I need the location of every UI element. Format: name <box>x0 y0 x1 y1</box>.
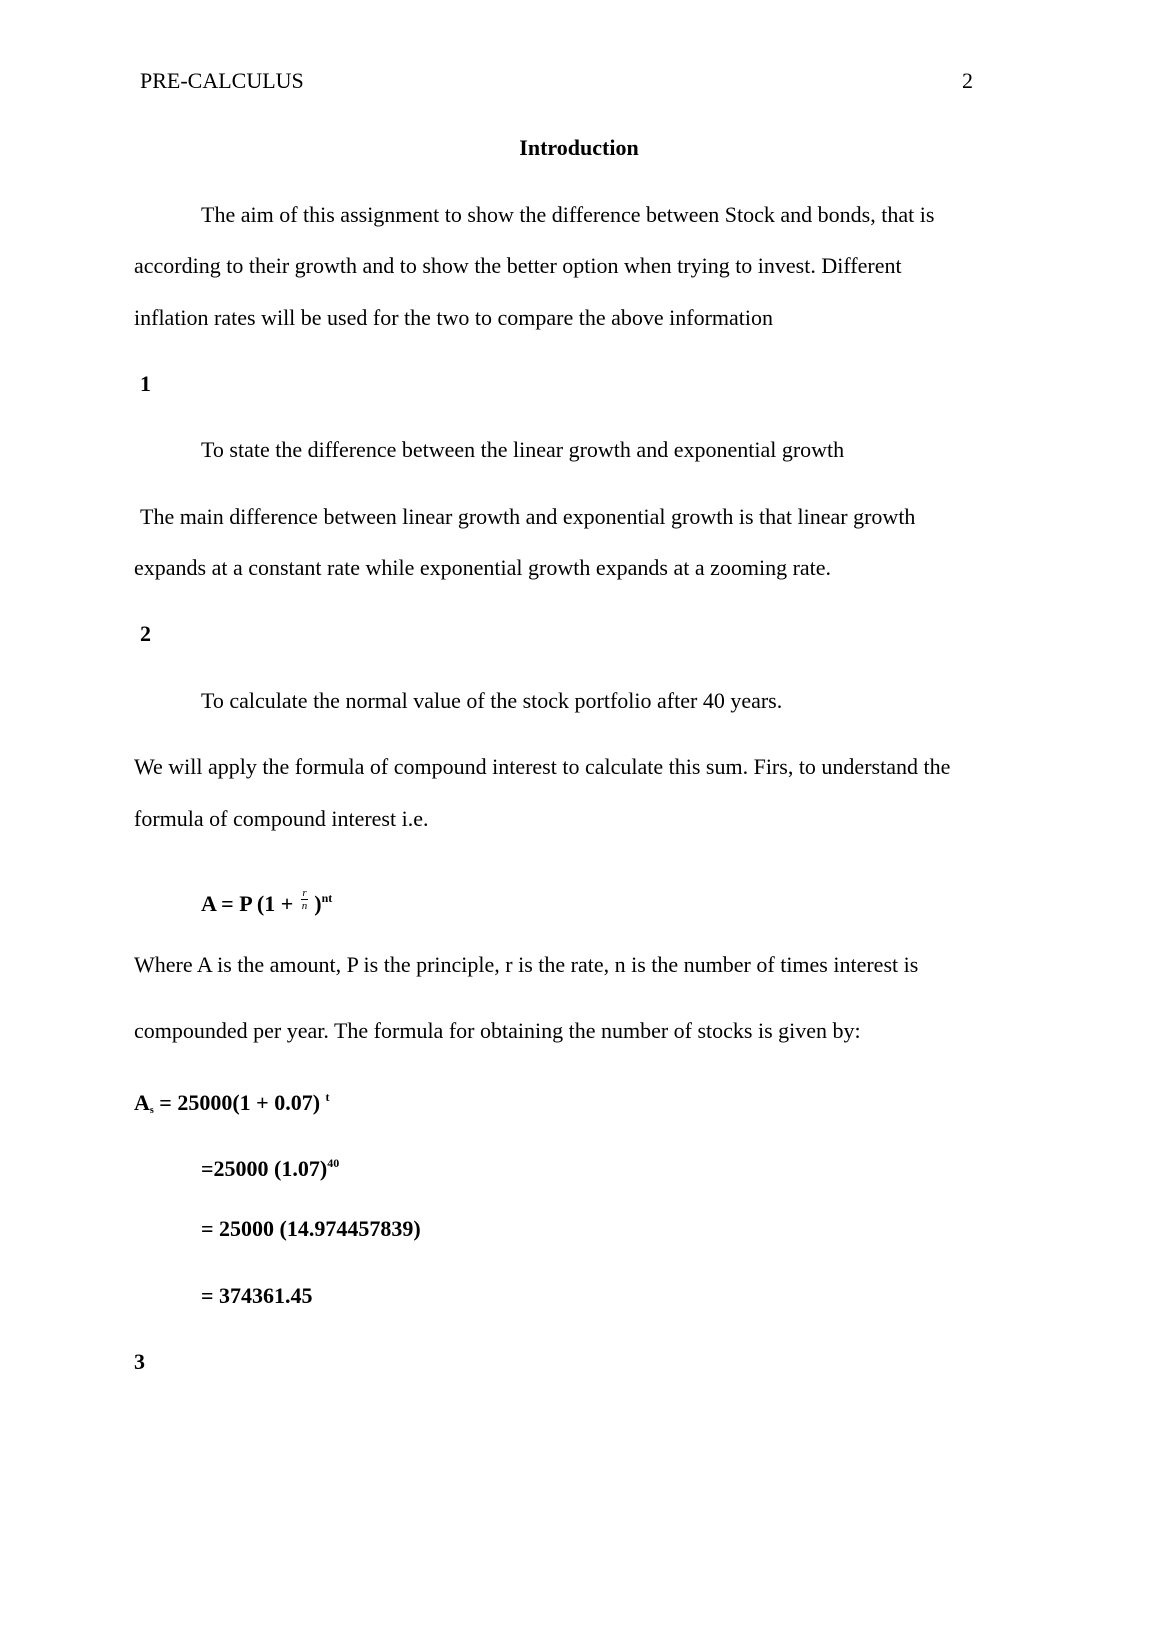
intro-line-2: according to their growth and to show the better option when trying to invest. Different <box>134 253 902 278</box>
section-1-answer-line-2: expands at a constant rate while exponential growth expands at a zooming rate. <box>134 555 832 580</box>
calc-line-1-rest: = 25000(1 + 0.07) <box>153 1090 321 1115</box>
running-head: PRE-CALCULUS <box>140 68 304 93</box>
section-1-number: 1 <box>140 371 151 396</box>
section-1-answer-line-1: The main difference between linear growth and exponential growth is that linear growth <box>140 504 916 529</box>
formula-fraction-denominator: n <box>301 900 308 913</box>
where-line-2: compounded per year. The formula for obtaining the number of stocks is given by: <box>134 1018 861 1043</box>
calc-line-1-base: A <box>134 1090 150 1115</box>
formula-fraction <box>301 887 309 912</box>
intro-line-3: inflation rates will be used for the two to compare the above information <box>134 305 774 330</box>
compound-interest-formula <box>201 885 332 918</box>
intro-line-1: The aim of this assignment to show the difference between Stock and bonds, that is <box>201 202 935 227</box>
formula-prefix: A = P (1 + <box>201 891 299 916</box>
page-number: 2 <box>962 68 973 93</box>
where-line-1: Where A is the amount, P is the principle, r is the rate, n is the number of times interest is <box>134 952 919 977</box>
section-3-number: 3 <box>134 1349 145 1374</box>
section-title: Introduction <box>519 135 639 160</box>
section-1-prompt: To state the difference between the linear growth and exponential growth <box>201 437 845 462</box>
section-2-text-line-2: formula of compound interest i.e. <box>134 806 429 831</box>
calc-line-2-base: =25000 (1.07) <box>201 1156 328 1181</box>
calc-line-2 <box>201 1150 339 1182</box>
calc-line-4: = 374361.45 <box>201 1283 313 1308</box>
calc-line-1-exponent: t <box>325 1090 330 1104</box>
formula-fraction-numerator: r <box>302 887 307 900</box>
section-2-text-line-1: We will apply the formula of compound interest to calculate this sum. Firs, to understand the <box>134 754 951 779</box>
calc-line-3: = 25000 (14.974457839) <box>201 1216 421 1241</box>
section-2-prompt: To calculate the normal value of the stock portfolio after 40 years. <box>201 688 783 713</box>
formula-exponent: nt <box>321 891 333 905</box>
calc-line-2-exponent: 40 <box>327 1156 340 1170</box>
calc-line-1 <box>134 1084 330 1124</box>
section-2-number: 2 <box>140 621 151 646</box>
formula-suffix: ) <box>314 891 322 916</box>
calc-line-1-subscript: s <box>149 1105 154 1116</box>
